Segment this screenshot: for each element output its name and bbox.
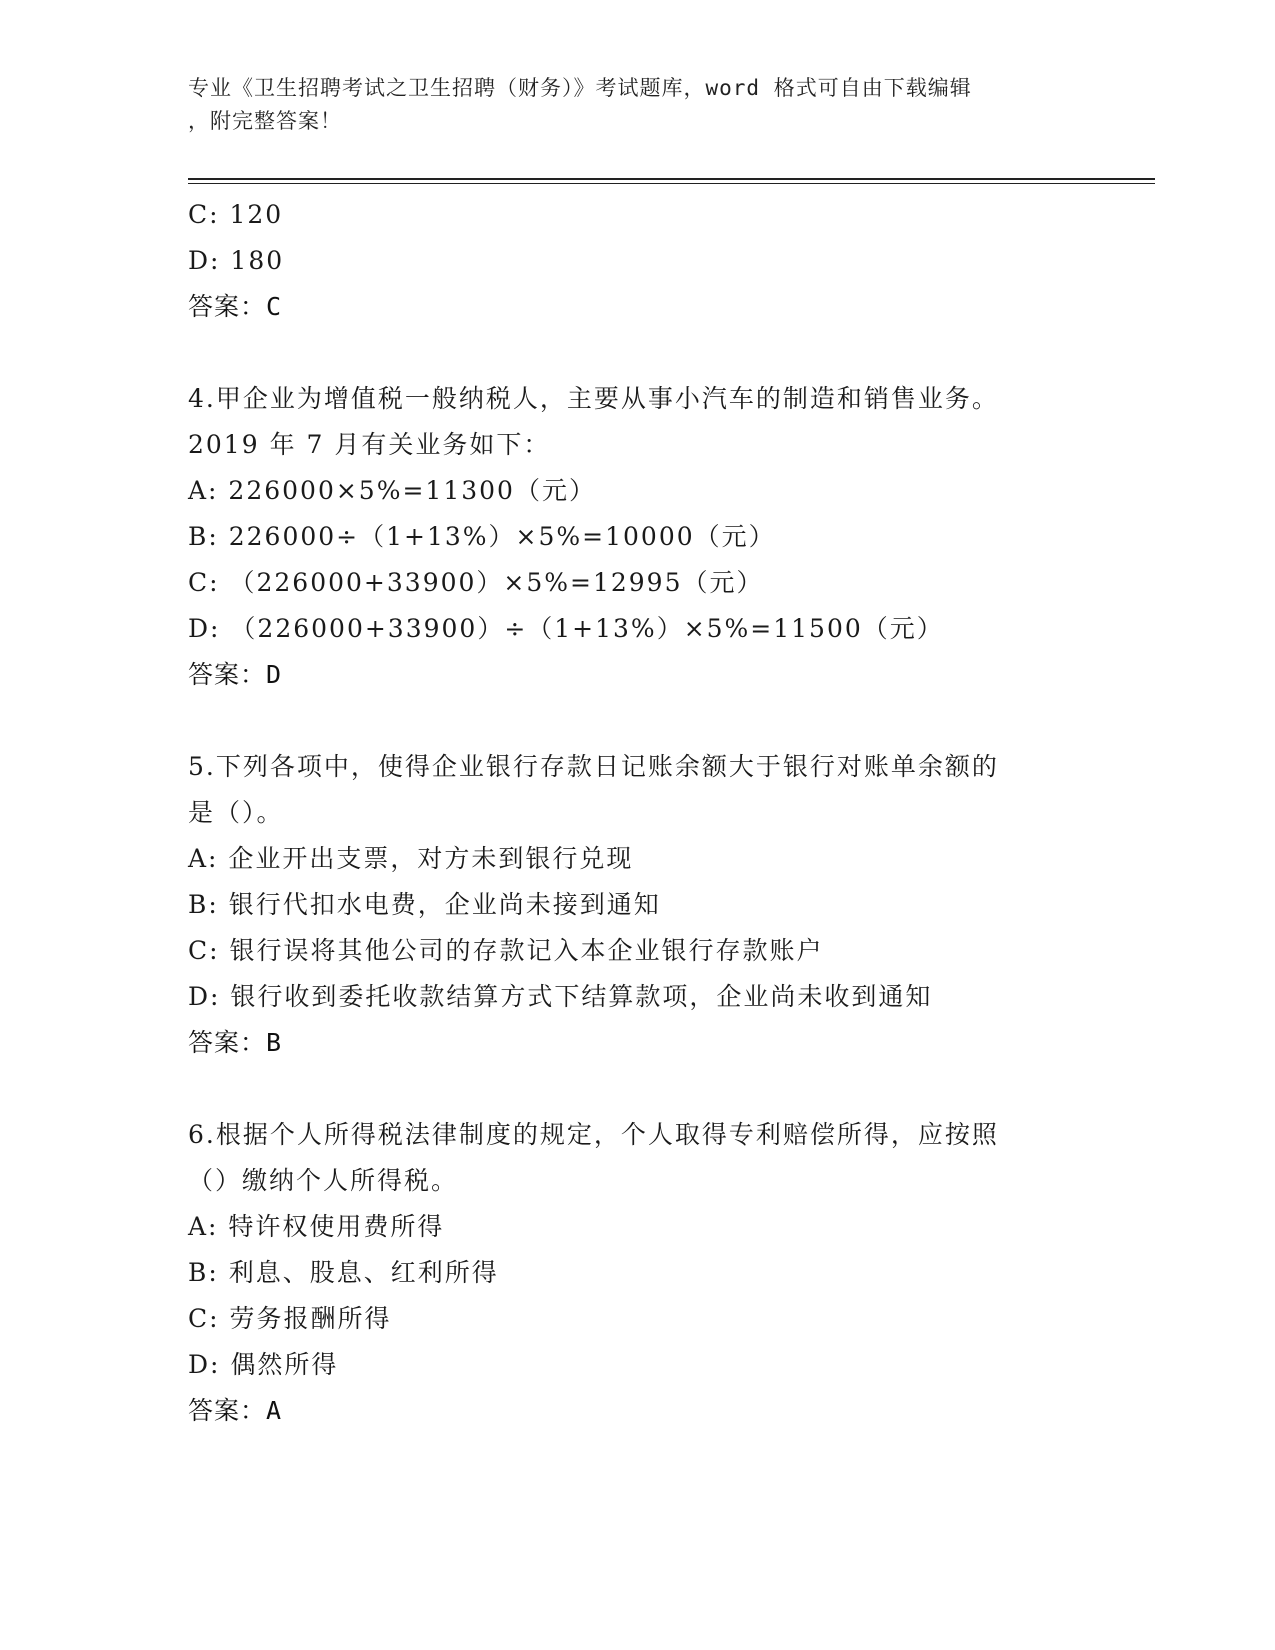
question-5-option-a: A: 企业开出支票，对方未到银行兑现 [188, 844, 634, 873]
question-6-option-a: A: 特许权使用费所得 [188, 1212, 445, 1241]
question-5-option-b: B: 银行代扣水电费，企业尚未接到通知 [188, 890, 661, 919]
question-6-stem-line-1: 6.根据个人所得税法律制度的规定，个人取得专利赔偿所得，应按照 [188, 1120, 999, 1149]
question-5-answer: 答案：B [188, 1028, 283, 1057]
question-3-answer: 答案：C [188, 292, 283, 321]
question-5-option-d: D: 银行收到委托收款结算方式下结算款项，企业尚未收到通知 [188, 982, 933, 1011]
question-5-option-c: C: 银行误将其他公司的存款记入本企业银行存款账户 [188, 936, 824, 965]
question-4-option-a: A: 226000×5%=11300（元） [188, 476, 596, 505]
question-3 [188, 192, 1088, 330]
question-3-option-d: D: 180 [188, 246, 285, 275]
question-6-option-c: C: 劳务报酬所得 [188, 1304, 392, 1333]
header-line-2: ，附完整答案！ [188, 109, 342, 133]
question-6 [188, 1112, 1088, 1434]
question-4-option-d: D: （226000+33900）÷（1+13%）×5%=11500（元） [188, 614, 944, 643]
question-6-option-d: D: 偶然所得 [188, 1350, 339, 1379]
spacer [188, 698, 1088, 744]
question-4-answer: 答案：D [188, 660, 283, 689]
question-5 [188, 744, 1088, 1066]
document-header [188, 72, 1088, 138]
header-divider-thin [188, 183, 1155, 184]
spacer [188, 330, 1088, 376]
question-4-stem-line-2: 2019 年 7 月有关业务如下： [188, 430, 551, 459]
question-6-stem-line-2: （）缴纳个人所得税。 [188, 1166, 459, 1195]
question-4 [188, 376, 1088, 698]
spacer [188, 1066, 1088, 1112]
question-6-option-b: B: 利息、股息、红利所得 [188, 1258, 499, 1287]
question-5-stem-line-1: 5.下列各项中，使得企业银行存款日记账余额大于银行对账单余额的 [188, 752, 999, 781]
question-4-option-c: C: （226000+33900）×5%=12995（元） [188, 568, 764, 597]
question-4-stem-line-1: 4.甲企业为增值税一般纳税人，主要从事小汽车的制造和销售业务。 [188, 384, 999, 413]
header-divider-thick [188, 178, 1155, 180]
header-line-1: 专业《卫生招聘考试之卫生招聘（财务）》考试题库，word 格式可自由下载编辑 [188, 76, 972, 100]
question-4-option-b: B: 226000÷（1+13%）×5%=10000（元） [188, 522, 776, 551]
question-list [188, 192, 1088, 1434]
question-3-option-c: C: 120 [188, 200, 284, 229]
question-6-answer: 答案：A [188, 1396, 283, 1425]
question-5-stem-line-2: 是（）。 [188, 798, 284, 827]
